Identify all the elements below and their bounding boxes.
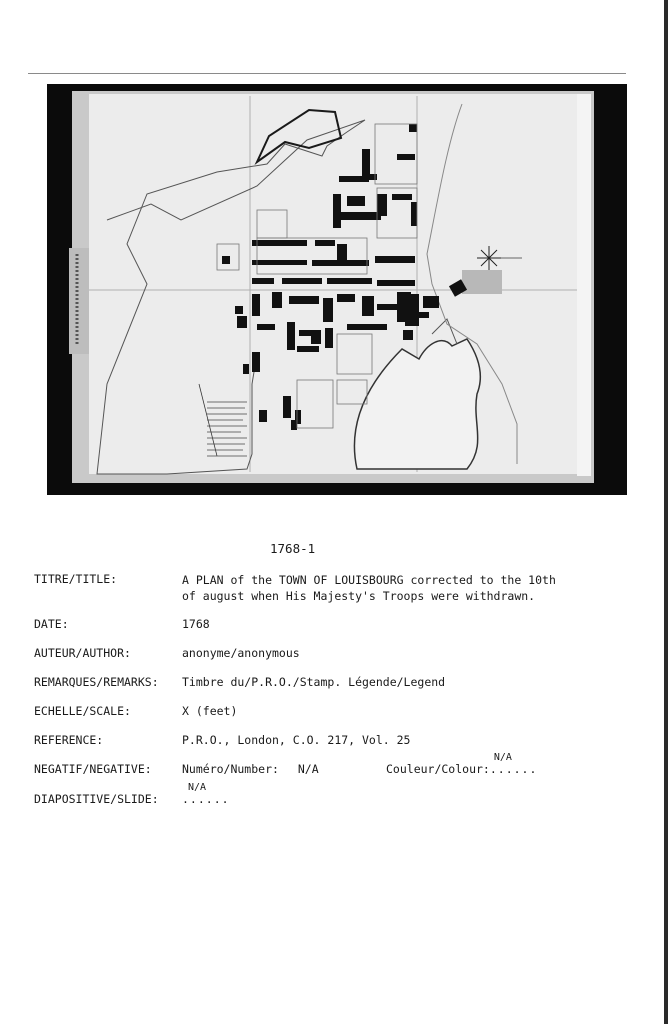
slide-value: N/A [188, 782, 207, 793]
map-photograph [47, 84, 627, 495]
scale-value: X (feet) [182, 704, 238, 718]
remarks-value: Timbre du/P.R.O./Stamp. Légende/Legend [182, 675, 446, 689]
negative-colour [386, 752, 538, 776]
author-value: anonyme/anonymous [182, 646, 300, 660]
title-value-line1: A PLAN of the TOWN OF LOUISBOURG corrected to the 10th [182, 573, 556, 587]
map-drawing [47, 84, 627, 495]
remarks-label: REMARQUES/REMARKS: [34, 675, 159, 689]
negative-colour-value: N/A [493, 752, 512, 763]
negative-number-label: Numéro/Number: [182, 762, 279, 776]
scale-label: ECHELLE/SCALE: [34, 704, 131, 718]
negative-number-value: N/A [297, 762, 319, 776]
reference-label: REFERENCE: [34, 733, 104, 747]
document-id: 1768-1 [270, 541, 316, 556]
author-label: AUTEUR/AUTHOR: [34, 646, 131, 660]
negative-number [182, 762, 319, 776]
slide-label: DIAPOSITIVE/SLIDE: [34, 792, 159, 806]
title-value [182, 572, 612, 604]
top-divider [28, 73, 626, 74]
negative-colour-dots: ...... [489, 762, 538, 776]
date-label: DATE: [34, 617, 69, 631]
reference-value: P.R.O., London, C.O. 217, Vol. 25 [182, 733, 411, 747]
slide-dots: ...... [182, 792, 230, 806]
date-value: 1768 [182, 617, 210, 631]
slide-value-wrap [182, 782, 230, 806]
negative-colour-label: Couleur/Colour: [386, 762, 490, 776]
page-edge [664, 0, 668, 1024]
title-label: TITRE/TITLE: [34, 572, 118, 586]
negative-label: NEGATIF/NEGATIVE: [34, 762, 152, 776]
title-value-line2: of august when His Majesty's Troops were withdrawn. [182, 589, 536, 603]
negative-colour-value-wrap [489, 752, 538, 776]
